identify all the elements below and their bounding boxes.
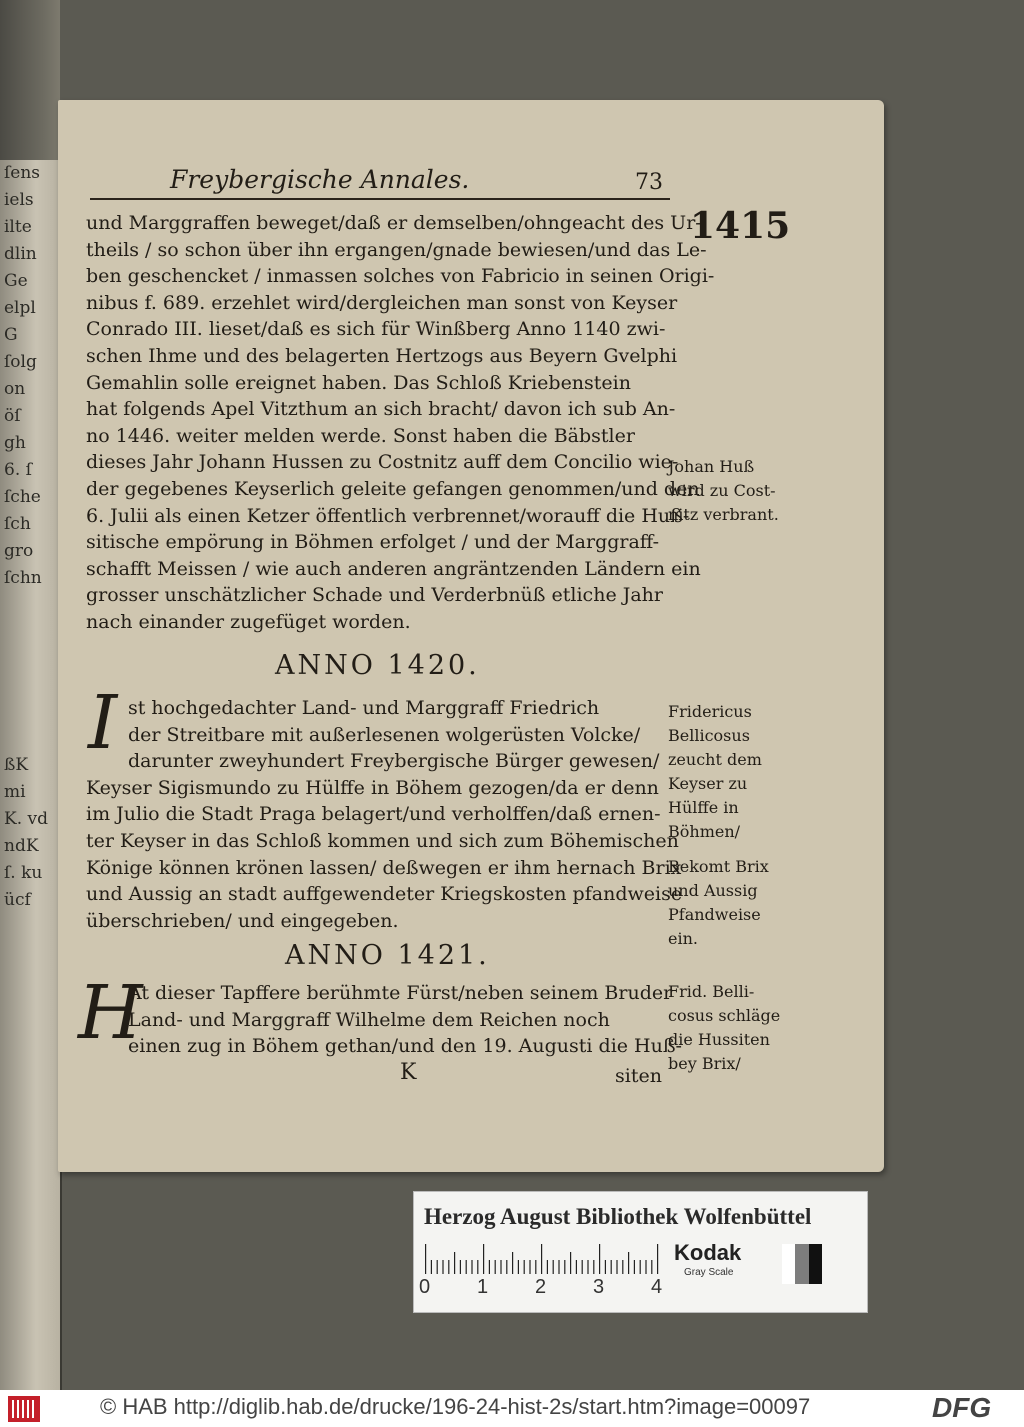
margin-note-line: wird zu Cost- (668, 481, 776, 500)
gray-patches (782, 1244, 822, 1284)
facing-page-fragment: G (4, 325, 18, 345)
facing-page-fragment: ücf (4, 890, 31, 910)
facing-page-fragment: dlin (4, 244, 37, 264)
facing-page-fragment: elpl (4, 298, 36, 318)
heading-anno-1420: ANNO 1420. (275, 650, 480, 681)
text-line: im Julio die Stadt Praga belagert/und verholffen/daß ernen- (86, 803, 661, 826)
text-line: Gemahlin solle ereignet haben. Das Schloß Kriebenstein (86, 371, 631, 394)
facing-page-fragment: K. vd (4, 809, 48, 829)
margin-note-line: Pfandweise (668, 905, 761, 924)
text-line: st hochgedachter Land- und Marggraff Friedrich (128, 697, 600, 719)
ruler-number: 3 (593, 1276, 605, 1298)
kodak-gray-scale: Gray Scale (684, 1267, 734, 1278)
text-line: ter Keyser in das Schloß kommen und sich zum Böhemischen (86, 830, 679, 852)
margin-note-line: und Aussig (668, 881, 758, 900)
facing-page-fragment: ſche (4, 487, 41, 507)
facing-page-fragment: mi (4, 782, 26, 802)
drop-capital-1421: H (78, 970, 143, 1056)
facing-page-fragment: gro (4, 541, 34, 561)
margin-note-line: Frid. Belli- (668, 982, 755, 1001)
text-line: Land- und Marggraff Wilhelme dem Reichen noch (128, 1008, 610, 1031)
heading-anno-1421: ANNO 1421. (285, 940, 490, 971)
facing-page-fragment: ßK (4, 755, 29, 775)
page-number: 73 (635, 170, 663, 195)
signature-mark: K (400, 1060, 417, 1085)
margin-note-line: bey Brix/ (668, 1054, 741, 1073)
margin-note-line: Fridericus (668, 702, 752, 721)
text-line: sitische empörung in Böhmen erfolget / und der Marggraff- (86, 531, 660, 554)
text-line: nibus f. 689. erzehlet wird/dergleichen man sonst von Keyser (86, 291, 678, 314)
facing-page-fragment: 6. ſ (4, 460, 32, 480)
copyright-url: © HAB http://diglib.hab.de/drucke/196-24-hist-2s/start.htm?image=00097 (100, 1394, 811, 1419)
text-line: At dieser Tapffere berühmte Fürst/neben seinem Bruder (128, 982, 673, 1004)
margin-year: 1415 (690, 205, 791, 247)
text-line: no 1446. weiter melden werde. Sonst haben die Bäbstler (86, 424, 635, 447)
text-line: überschrieben/ und eingegeben. (86, 909, 399, 932)
institution-name: Herzog August Bibliothek Wolfenbüttel (424, 1204, 812, 1229)
ruler-number: 2 (535, 1276, 547, 1298)
facing-page-fragment: iels (4, 190, 34, 210)
margin-note-line: Böhmen/ (668, 822, 741, 841)
text-line: schafft Meissen / wie auch anderen angräntzenden Ländern ein (86, 557, 701, 580)
margin-note-line: die Hussiten (668, 1030, 770, 1049)
facing-page-fragment: on (4, 379, 26, 399)
margin-note-line: Keyser zu (668, 774, 748, 793)
text-line: einen zug in Böhem gethan/und den 19. Augusti die Huß- (128, 1035, 682, 1058)
margin-note-line: Hülffe in (668, 798, 739, 817)
text-line: darunter zweyhundert Freybergische Bürger gewesen/ (128, 750, 660, 773)
facing-page-fragment: ilte (4, 217, 32, 237)
text-line: schen Ihme und des belagerten Hertzogs aus Beyern Gvelphi (86, 345, 678, 367)
facing-page-fragment: ſolg (4, 352, 37, 372)
facing-page-fragment: ſens (4, 163, 41, 183)
text-line: ben geschencket / inmassen solches von Fabricio in seinen Origi- (86, 265, 715, 288)
footer-bar (0, 1390, 1024, 1427)
text-line: nach einander zugefüget worden. (86, 611, 411, 633)
facing-page-fragment: ſ. ku (4, 863, 43, 883)
running-title: Freybergische Annales. (170, 165, 470, 194)
facing-page-fragment: öſ (4, 406, 21, 426)
text-line: Conrado III. lieset/daß es sich für Winßberg Anno 1140 zwi- (86, 318, 666, 341)
facing-page-fragment: ndK (4, 836, 39, 856)
margin-note-line: Johan Huß (668, 457, 755, 476)
facing-page-fragment: Ge (4, 271, 28, 291)
facing-page-fragment (0, 592, 60, 752)
text-line: theils / so schon über ihn ergangen/gnade bewiesen/und das Le- (86, 238, 707, 261)
ruler-number: 0 (419, 1276, 431, 1298)
margin-note-line: ein. (668, 929, 698, 948)
kodak-brand: Kodak (674, 1240, 742, 1265)
text-line: und Aussig an stadt auffgewendeter Kriegskosten pfandweise (86, 883, 683, 906)
margin-note-line: cosus schläge (668, 1006, 781, 1025)
dfg-logo: DFG (932, 1392, 992, 1423)
text-line: der gegebenes Keyserlich geleite gefangen genommen/und den (86, 478, 700, 500)
facing-page-fragment: ſch (4, 514, 31, 534)
hab-logo-icon (8, 1396, 40, 1422)
facing-page-fragment: gh (4, 433, 26, 453)
ruler-number: 4 (651, 1276, 663, 1298)
facing-page-edge (0, 160, 62, 1390)
catchword: siten (615, 1065, 662, 1087)
facing-page-fragment: ſchn (4, 568, 42, 588)
margin-note-line: nitz verbrant. (668, 505, 779, 524)
text-line: der Streitbare mit außerlesenen wolgerüsten Volcke/ (128, 723, 641, 746)
margin-note-line: Bellicosus (668, 726, 750, 745)
text-line: dieses Jahr Johann Hussen zu Costnitz auff dem Concilio wie- (86, 451, 679, 474)
ruler-scale (424, 1242, 659, 1274)
color-calibration-label (413, 1191, 868, 1313)
text-line: Keyser Sigismundo zu Hülffe in Böhem gezogen/da er denn (86, 776, 659, 799)
header-rule (90, 198, 670, 200)
text-line: hat folgends Apel Vitzthum an sich bracht/ davon ich sub An- (86, 398, 676, 421)
drop-capital-1420: I (88, 680, 118, 766)
text-line: grosser unschätzlicher Schade und Verderbnüß etliche Jahr (86, 584, 663, 607)
text-line: und Marggraffen beweget/daß er demselben/ohngeacht des Ur- (86, 212, 702, 234)
margin-note-line: Bekomt Brix (668, 857, 769, 876)
ruler-number: 1 (477, 1276, 489, 1298)
text-line: 6. Julii als einen Ketzer öffentlich verbrennet/worauff die Huß- (86, 504, 690, 527)
margin-note-line: zeucht dem (668, 750, 762, 769)
text-line: Könige können krönen lassen/ deßwegen er ihm hernach Brix (86, 856, 682, 879)
